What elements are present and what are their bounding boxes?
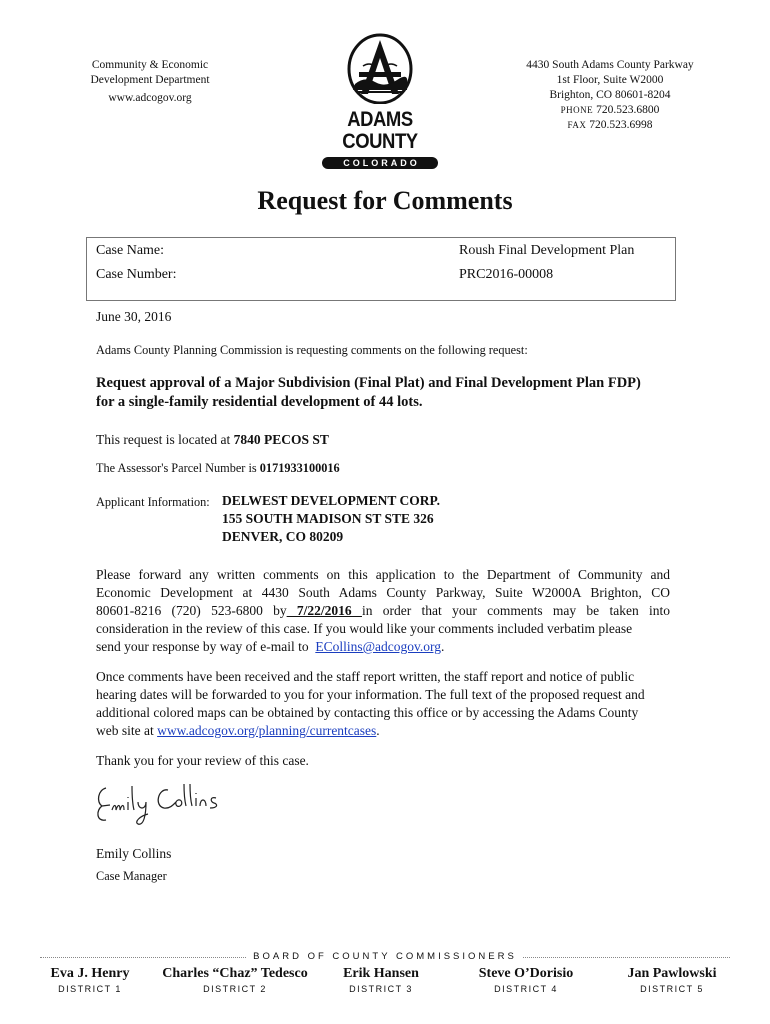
fax-label: FAX xyxy=(567,120,587,130)
request-line-2: for a single-family residential development of 44 lots. xyxy=(96,394,423,410)
applicant-label: Applicant Information: xyxy=(96,495,210,509)
logo-wordmark: ADAMS COUNTY xyxy=(342,108,418,153)
commissioner-3 xyxy=(306,966,456,994)
para1-line-5-start: send your response by way of e-mail to xyxy=(96,639,309,654)
phone-line xyxy=(505,103,715,118)
adams-county-logo xyxy=(300,32,460,168)
email-link[interactable]: ECollins@adcogov.org xyxy=(315,639,442,654)
case-info-box xyxy=(86,237,676,301)
commissioner-name: Erik Hansen xyxy=(343,966,419,981)
applicant-line-2: 155 SOUTH MADISON ST STE 326 xyxy=(222,511,434,526)
commissioner-2 xyxy=(160,966,310,994)
location-prefix: This request is located at xyxy=(96,432,231,447)
address-line-3: Brighton, CO 80601-8204 xyxy=(549,89,671,101)
commissioner-name: Steve O’Dorisio xyxy=(478,966,574,981)
website-text: www.adcogov.org xyxy=(108,92,192,104)
commissioner-name: Jan Pawlowski xyxy=(627,966,717,981)
request-description xyxy=(96,374,670,412)
location-value: 7840 PECOS ST xyxy=(233,432,329,447)
dept-line-2: Development Department xyxy=(90,74,210,86)
case-number-label: Case Number: xyxy=(96,267,177,282)
parcel-value: 0171933100016 xyxy=(259,461,340,475)
county-seal-icon xyxy=(345,32,415,104)
logo-state-band: COLORADO xyxy=(322,157,438,169)
para2-line-3: additional colored maps can be obtained by contacting this office or by accessing the Adams County xyxy=(96,705,639,720)
letter-date: June 30, 2016 xyxy=(96,309,172,324)
applicant-info xyxy=(96,492,670,548)
phone-number: 720.523.6800 xyxy=(596,104,660,116)
commissioner-5 xyxy=(597,966,747,994)
para2-line-1: Once comments have been received and the staff report written, the staff report and notice of public xyxy=(96,669,635,684)
commissioner-district: DISTRICT 5 xyxy=(640,984,704,994)
commissioner-name: Eva J. Henry xyxy=(50,966,130,981)
thanks-line: Thank you for your review of this case. xyxy=(96,753,309,768)
handwritten-signature xyxy=(92,780,232,830)
commissioner-4 xyxy=(451,966,601,994)
para1-line-1: Please forward any written comments on this application to the Department of Community and xyxy=(96,567,670,582)
address-line-2: 1st Floor, Suite W2000 xyxy=(556,74,664,86)
para2-line-4-end: . xyxy=(376,723,380,738)
intro-text: Adams County Planning Commission is requesting comments on the following request: xyxy=(96,343,528,357)
para1-line-4: consideration in the review of this case. If you would like your comments included verbatim please xyxy=(96,621,633,636)
fax-number: 720.523.6998 xyxy=(589,119,653,131)
dept-line-1: Community & Economic xyxy=(91,59,209,71)
address-line-1: 4430 South Adams County Parkway xyxy=(526,59,694,71)
para2-line-4-start: web site at xyxy=(96,723,154,738)
signer-name: Emily Collins xyxy=(96,846,172,861)
address-block xyxy=(505,58,715,133)
current-cases-link[interactable]: www.adcogov.org/planning/currentcases xyxy=(157,723,377,738)
para1-line-3 xyxy=(96,602,670,620)
case-name-label: Case Name: xyxy=(96,243,165,258)
para1-line-5-end: . xyxy=(441,639,445,654)
staff-report-paragraph xyxy=(96,668,670,740)
request-line-1: Request approval of a Major Subdivision (Final Plat) and Final Development Plan FDP) xyxy=(96,375,641,391)
deadline-date: 7/22/2016 xyxy=(286,603,362,618)
footer-board-heading xyxy=(40,951,730,963)
commissioner-1 xyxy=(15,966,165,994)
commissioner-district: DISTRICT 3 xyxy=(349,984,413,994)
parcel-line xyxy=(96,459,670,477)
department-block xyxy=(70,58,230,106)
commissioner-name: Charles “Chaz” Tedesco xyxy=(162,966,308,981)
signature-icon xyxy=(92,780,232,830)
phone-label: PHONE xyxy=(560,105,594,115)
case-number-value: PRC2016-00008 xyxy=(459,267,554,282)
case-name-value: Roush Final Development Plan xyxy=(459,243,635,258)
para1-line-5 xyxy=(96,638,670,656)
fax-line xyxy=(505,118,715,133)
applicant-address xyxy=(222,492,440,546)
para1-line-3-end: in order that your comments may be taken into xyxy=(361,603,670,618)
commissioner-district: DISTRICT 2 xyxy=(203,984,267,994)
page-title: Request for Comments xyxy=(257,186,513,215)
parcel-prefix: The Assessor's Parcel Number is xyxy=(96,461,257,475)
para2-line-4 xyxy=(96,722,670,740)
comments-paragraph xyxy=(96,566,670,656)
para1-line-3-start: 80601-8216 (720) 523-6800 by xyxy=(96,603,287,618)
applicant-line-1: DELWEST DEVELOPMENT CORP. xyxy=(222,493,440,508)
location-line xyxy=(96,431,670,449)
commissioner-district: DISTRICT 4 xyxy=(494,984,558,994)
board-title: BOARD OF COUNTY COMMISSIONERS xyxy=(247,951,523,962)
commissioner-district: DISTRICT 1 xyxy=(58,984,122,994)
para1-line-2: Economic Development at 4430 South Adams County Parkway, Suite W2000A Brighton, CO xyxy=(96,585,670,600)
applicant-line-3: DENVER, CO 80209 xyxy=(222,529,344,544)
signer-title: Case Manager xyxy=(96,869,167,883)
para2-line-2: hearing dates will be forwarded to you for your information. The full text of the proposed request and xyxy=(96,687,645,702)
